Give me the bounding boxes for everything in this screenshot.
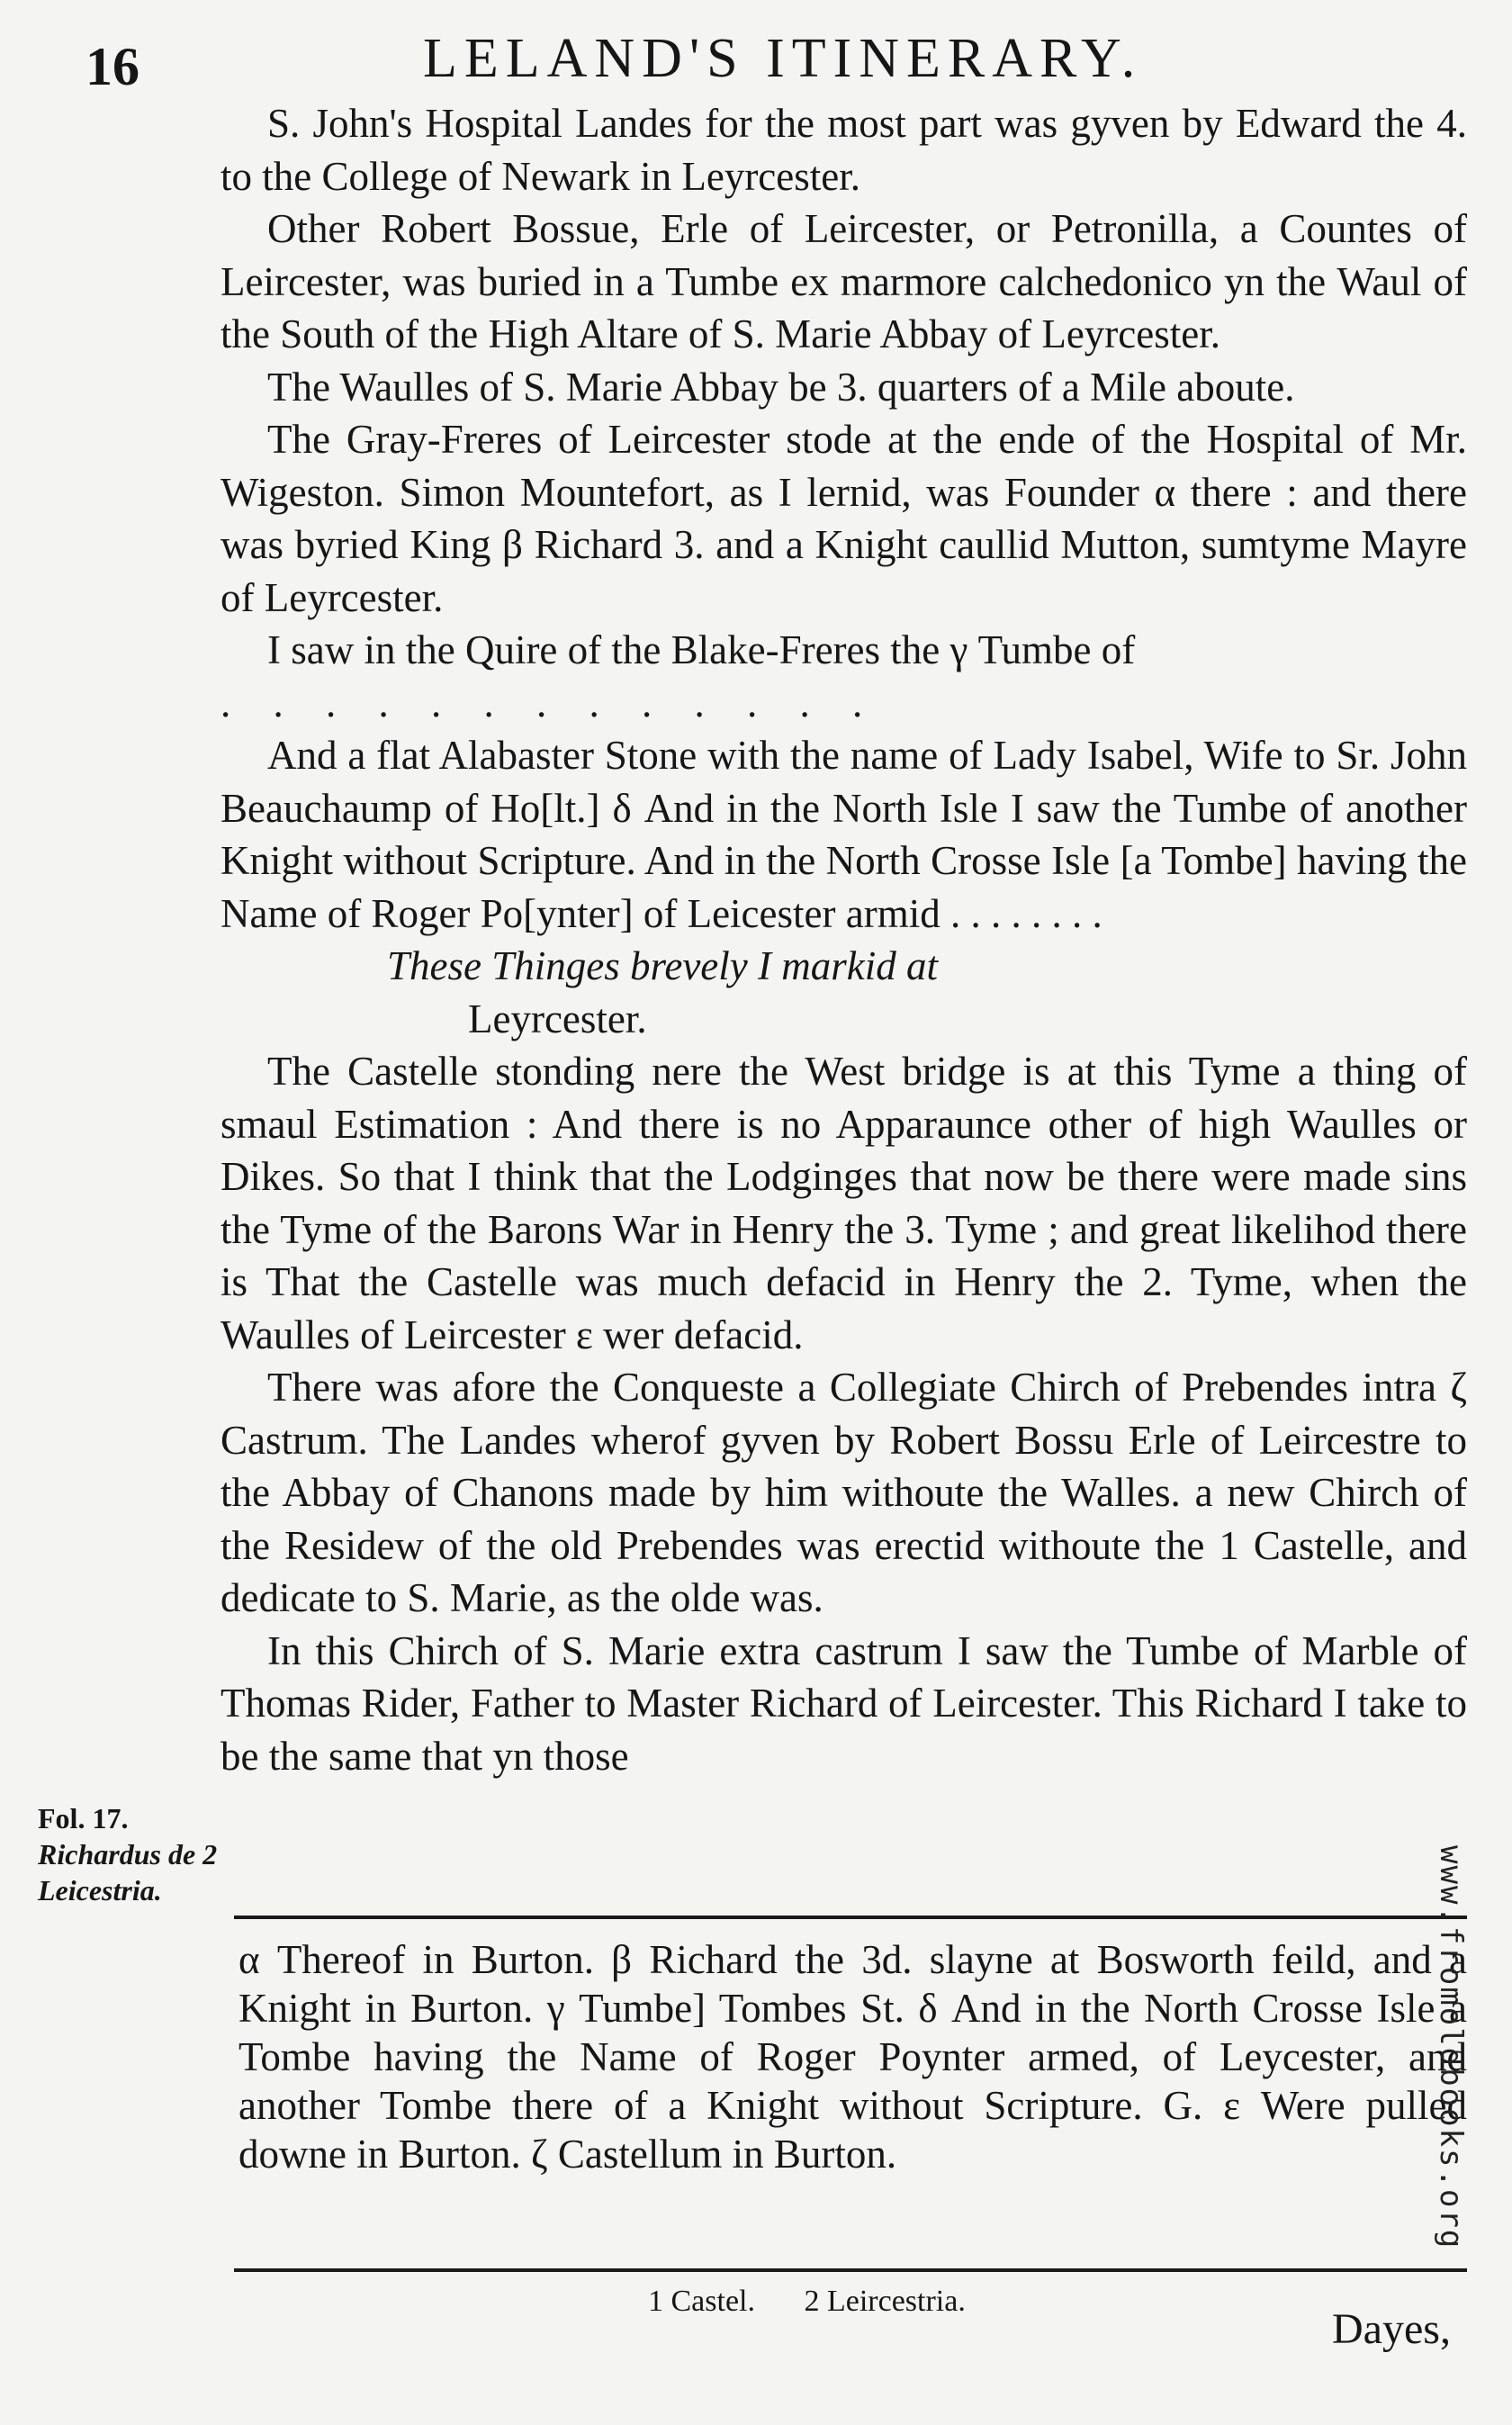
bottom-note: 2 Leircestria. [804,2285,966,2318]
running-head: LELAND'S ITINERARY. [423,28,1143,89]
paragraph: I saw in the Quire of the Blake-Freres the γ Tumbe of [267,627,1136,672]
paragraph: Other Robert Bossue, Erle of Leircester, or Petronilla, a Countes of Leircester, was buried in a Tumbe ex marmore calchedonico yn the Waul of the South of the High Altare of S. Marie Abbay of Leyrcester. [220,206,1467,356]
catchword: Dayes, [1332,2305,1451,2353]
bottom-note: 1 Castel. [648,2285,755,2318]
paragraph: The Castelle stonding nere the West bridge is at this Tyme a thing of smaul Estimation : And there is no Apparaunce other of high Waulles or Dikes. So that I think that the Lodginges that now be there were made sins the Tyme of the Barons War in Henry the 3. Tyme ; and great likelihod there is That the Castelle was much defacid in Henry the 2. Tyme, when the Waulles of Leircester ε wer defacid. [220,1049,1467,1357]
margin-note [38,1800,218,1908]
footnotes [238,1935,1467,2178]
italic-line: These Thinges brevely I markid at [387,943,938,988]
folio-reference: Fol. 17. [38,1802,129,1835]
main-text [220,97,1467,1782]
paragraph: And a flat Alabaster Stone with the name of Lady Isabel, Wife to Sr. John Beauchaump of Ho[lt.] δ And in the North Isle I saw the Tumbe of another Knight without Scripture. And in the North Crosse Isle [a Tombe] having the Name of Roger Po[ynter] of Leicester armid . . . . . . . . [220,733,1467,936]
paragraph: In this Chirch of S. Marie extra castrum I saw the Tumbe of Marble of Thomas Rider, Father to Master Richard of Leircester. This Richard I take to be the same that yn those [220,1627,1467,1779]
watermark: www.fromoldbooks.org [1433,1845,1469,2250]
footnote-rule [234,1916,1467,1919]
place-line: Leyrcester. [468,996,647,1041]
paragraph: The Gray-Freres of Leircester stode at the ende of the Hospital of Mr. Wigeston. Simon Mountefort, as I lernid, was Founder α there : and there was byried King β Richard 3. and a Knight caullid Mutton, sumtyme Mayre of Leyrcester. [220,417,1467,620]
margin-note-text: Richardus de 2 Leicestria. [38,1838,218,1907]
bottom-rule [234,2268,1467,2272]
paragraph: S. John's Hospital Landes for the most part was gyven by Edward the 4. to the College of Newark in Leyrcester. [220,101,1467,199]
footnote-text: α Thereof in Burton. β Richard the 3d. slayne at Bosworth feild, and a Knight in Burton. γ Tumbe] Tombes St. δ And in the North Crosse Isle a Tombe having the Name of Roger Poynter armed, of Leycester, and another Tombe there of a Knight without Scripture. G. ε Were pulled downe in Burton. ζ Castellum in Burton. [238,1937,1467,2177]
page-number: 16 [86,37,140,96]
paragraph: There was afore the Conqueste a Collegiate Chirch of Prebendes intra ζ Castrum. The Landes wherof gyven by Robert Bossu Erle of Leircestre to the Abbay of Chanons made by him withoute the Walles. a new Chirch of the Residew of the old Prebendes was erectid withoute the 1 Castelle, and dedicate to S. Marie, as the olde was. [220,1365,1467,1620]
ellipsis-line: . . . . . . . . . . . . . [220,680,879,726]
paragraph: The Waulles of S. Marie Abbay be 3. quarters of a Mile aboute. [267,364,1295,410]
bottom-notes [648,2285,1007,2319]
